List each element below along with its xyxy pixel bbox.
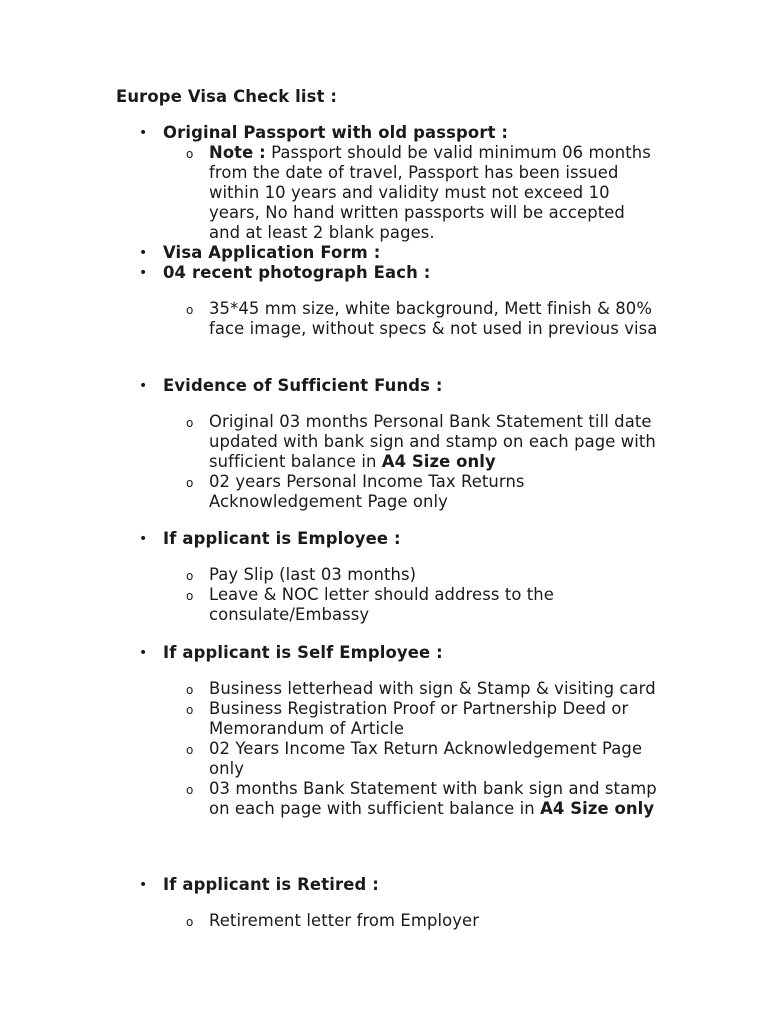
note-text: Passport should be valid minimum 06 months from the date of travel, Passport has been issued within 10 years and validity must not exceed 10 years, No hand written passports will be accepted and at least 2 blank pages. <box>209 143 651 242</box>
document-title: Europe Visa Check list : <box>116 87 338 106</box>
note-label: Note : <box>209 143 266 162</box>
section-visa-application-form <box>0 243 768 263</box>
sub-bullet-icon: o <box>186 147 194 161</box>
list-item <box>0 911 768 931</box>
sub-bullet-icon: o <box>186 569 194 583</box>
section-self-employee <box>0 643 768 663</box>
bullet-icon: • <box>139 245 148 261</box>
list-item-text: 02 Years Income Tax Return Acknowledgement Page only <box>209 739 643 778</box>
sub-bullet-icon: o <box>186 416 194 430</box>
sub-bullet-icon: o <box>186 743 194 757</box>
list-item <box>0 412 768 472</box>
section-heading-row <box>0 376 768 396</box>
list-item <box>0 679 768 699</box>
section-heading-row <box>0 529 768 549</box>
section-heading-row <box>0 243 768 263</box>
a4-size-note: A4 Size only <box>381 452 496 471</box>
bullet-icon: • <box>139 265 148 281</box>
section-sufficient-funds-items <box>0 412 768 512</box>
bullet-icon: • <box>139 531 148 547</box>
list-item-text: Retirement letter from Employer <box>209 911 480 930</box>
sub-bullet-icon: o <box>186 476 194 490</box>
list-item-text: Business letterhead with sign & Stamp & visiting card <box>209 679 656 698</box>
bullet-icon: • <box>139 645 148 661</box>
section-heading: Visa Application Form : <box>163 243 381 262</box>
list-item <box>0 472 768 512</box>
sub-bullet-icon: o <box>186 683 194 697</box>
list-item-text: Business Registration Proof or Partnership Deed or Memorandum of Article <box>209 699 629 738</box>
section-heading-row <box>0 875 768 895</box>
section-employee <box>0 529 768 549</box>
list-item-text: Leave & NOC letter should address to the consulate/Embassy <box>209 585 554 624</box>
section-heading: 04 recent photograph Each : <box>163 263 431 282</box>
section-heading-row <box>0 263 768 283</box>
list-item <box>0 585 768 625</box>
section-heading-row <box>0 123 768 143</box>
section-heading: If applicant is Employee : <box>163 529 401 548</box>
section-heading: If applicant is Self Employee : <box>163 643 443 662</box>
bullet-icon: • <box>139 877 148 893</box>
list-item-text: 35*45 mm size, white background, Mett finish & 80% face image, without specs & not used in previous visa <box>209 299 658 338</box>
list-item <box>0 565 768 585</box>
section-original-passport <box>0 123 768 243</box>
bank-statement-text: 03 months Bank Statement with bank sign and stamp on each page with sufficient balance in <box>209 779 657 818</box>
bullet-icon: • <box>139 125 148 141</box>
sub-bullet-icon: o <box>186 703 194 717</box>
section-heading: If applicant is Retired : <box>163 875 379 894</box>
section-heading: Evidence of Sufficient Funds : <box>163 376 443 395</box>
sub-bullet-icon: o <box>186 915 194 929</box>
section-self-employee-items <box>0 679 768 819</box>
list-item <box>0 143 768 243</box>
section-photographs-items <box>0 299 768 339</box>
bullet-icon: • <box>139 378 148 394</box>
list-item <box>0 739 768 779</box>
a4-size-note: A4 Size only <box>540 799 655 818</box>
sub-bullet-icon: o <box>186 589 194 603</box>
list-item <box>0 299 768 339</box>
sub-bullet-icon: o <box>186 303 194 317</box>
section-photographs <box>0 263 768 283</box>
list-item-text <box>209 412 659 472</box>
list-item-text: 02 years Personal Income Tax Returns Acknowledgement Page only <box>209 472 525 511</box>
list-item-text <box>209 779 659 819</box>
section-heading-row <box>0 643 768 663</box>
list-item <box>0 699 768 739</box>
bank-statement-text: Original 03 months Personal Bank Statement till date updated with bank sign and stamp on each page with sufficient balance in <box>209 412 656 471</box>
section-employee-items <box>0 565 768 625</box>
list-item-text <box>209 143 659 243</box>
list-item <box>0 779 768 819</box>
section-retired <box>0 875 768 895</box>
section-sufficient-funds <box>0 376 768 396</box>
section-heading: Original Passport with old passport : <box>163 123 509 142</box>
sub-bullet-icon: o <box>186 783 194 797</box>
list-item-text: Pay Slip (last 03 months) <box>209 565 417 584</box>
section-retired-items <box>0 911 768 931</box>
